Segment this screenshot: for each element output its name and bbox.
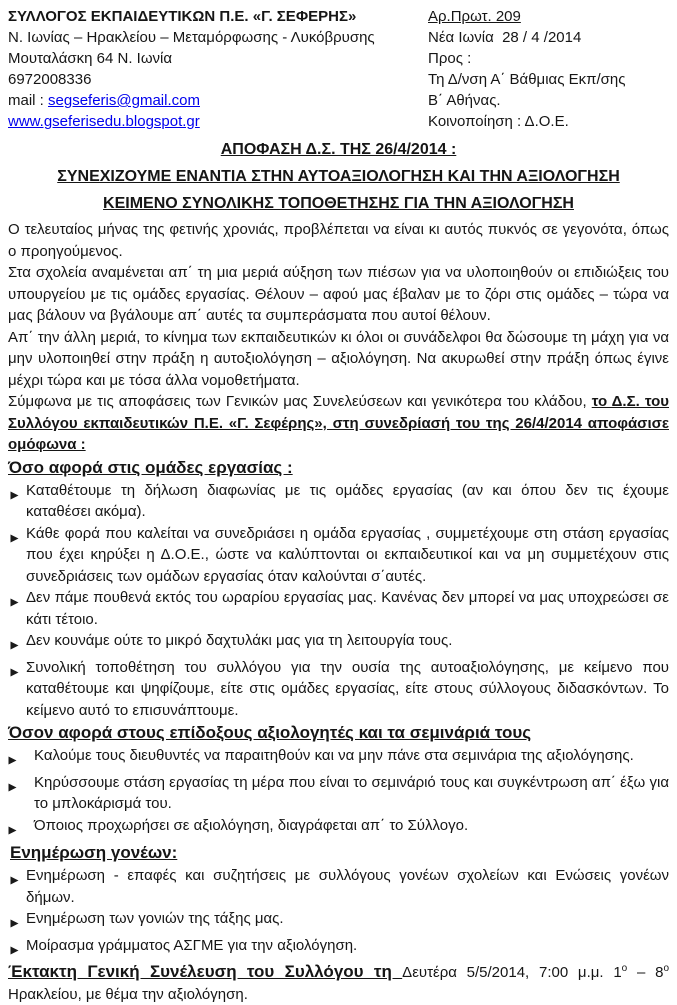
place-date: Νέα Ιωνία 28 / 4 /2014 [428,29,582,46]
assembly-bold-lead: Έκτακτη Γενική Συνέλευση του Συλλόγου τη [8,962,403,981]
assembly-ordinal-2: ο [663,963,669,974]
org-phone: 6972008336 [8,71,92,88]
org-districts: Ν. Ιωνίας – Ηρακλείου – Μεταμόρφωσης - Λυκόβρυσης [8,29,375,46]
list-item [8,815,669,842]
parents-info-list [8,865,669,961]
list-item-text: Συνολική τοποθέτηση του συλλόγου για την ουσία της αυτοαξιολόγησης, με κείμενο που καταθέτουμε και ψηφίζουμε, είτε στις ομάδες εργασίας, είτε στους σύλλογους διδασκόντων. Το κείμενο αυτό το επισυνάπτουμε. [26,658,669,719]
arrow-bullet-icon [8,480,26,523]
list-item [8,480,669,523]
list-item-text: Καλούμε τους διευθυντές να παραιτηθούν και να μην πάνε στα σεμινάρια της αξιολόγησης. [34,747,634,764]
list-item-text: Μοίρασμα γράμματος ΑΣΓΜΕ για την αξιολόγηση. [26,936,358,954]
list-item [8,630,669,657]
list-item [8,587,669,630]
arrow-bullet-icon [8,657,26,722]
org-address: Μουταλάσκη 64 Ν. Ιωνία [8,50,173,67]
list-item-text: Όποιος προχωρήσει σε αξιολόγηση, διαγράφεται απ΄ το Σύλλογο. [34,816,469,834]
section-heading-parents-info: Ενημέρωση γονέων: [10,843,178,862]
org-mail-line [8,90,428,111]
org-name: ΣΥΛΛΟΓΟΣ ΕΚΠΑΙΔΕΥΤΙΚΩΝ Π.Ε. «Γ. ΣΕΦΕΡΗΣ» [8,8,357,25]
website-link[interactable]: www.gseferisedu.blogspot.gr [8,113,200,130]
intro-paragraph-2: Στα σχολεία αναμένεται απ΄ τη μια μεριά αύξηση των πιέσων για να υλοποιηθούν οι επιδιώξεις του υπουργείου με τις ομάδες εργασίας. Θέλουν – αφού μας έβαλαν με το ζόρι στις ομάδες – τώρα να μας βάλουν να βγάλουμε απ΄ αυτές τα συμπεράσματα που αυτοί θέλουν. [8,264,669,324]
cc-line: Κοινοποίηση : Δ.Ο.Ε. [428,113,569,130]
protocol-number: Αρ.Πρωτ. 209 [428,8,521,25]
org-website-line [8,111,428,132]
title-line-1: ΑΠΟΦΑΣΗ Δ.Σ. ΤΗΣ 26/4/2014 : [220,141,457,158]
recipient-line-2: Β΄ Αθήνας. [428,92,501,109]
list-item [8,523,669,588]
evaluators-list [8,745,669,841]
arrow-bullet-icon [8,865,26,908]
list-item-text: Καταθέτουμε τη δήλωση διαφωνίας με τις ομάδες εργασίας (αν και όπου δεν τις έχουμε καταθέσει ακόμα). [26,481,669,520]
list-item-text: Ενημέρωση - επαφές και συζητήσεις με συλλόγους γονέων σχολείων και Ενώσεις γονέων δήμων. [26,867,669,906]
letterhead-meta [428,6,669,132]
list-item [8,908,669,935]
list-item-text: Δεν πάμε πουθενά εκτός του ωραρίου εργασίας μας. Κανένας δεν μπορεί να μας υποχρεώσει σε κάτι τέτοιο. [26,589,669,628]
arrow-bullet-icon [8,815,34,842]
arrow-bullet-icon [8,908,26,935]
arrow-bullet-icon [8,745,34,772]
arrow-bullet-icon [8,772,34,815]
title-line-2: ΣΥΝΕΧΙΖΟΥΜΕ ΕΝΑΝΤΙΑ ΣΤΗΝ ΑΥΤΟΑΞΙΟΛΟΓΗΣΗ ΚΑΙ ΤΗΝ ΑΞΙΟΛΟΓΗΣΗ [57,168,620,185]
list-item [8,745,669,772]
recipient-line-1: Τη Δ/νση Α΄ Βάθμιας Εκπ/σης [428,71,626,88]
letterhead-sender [8,6,428,132]
assembly-text-a: Δευτέρα 5/5/2014, 7:00 μ.μ. 1 [402,964,622,981]
list-item-text: Δεν κουνάμε ούτε το μικρό δαχτυλάκι μας για τη λειτουργία τους. [26,632,453,649]
section-heading-work-groups: Όσο αφορά στις ομάδες εργασίας : [8,457,293,477]
section-heading-evaluators: Όσον αφορά στους επίδοξους αξιολογητές και τα σεμινάριά τους [8,723,532,742]
title-line-3: ΚΕΙΜΕΝΟ ΣΥΝΟΛΙΚΗΣ ΤΟΠΟΘΕΤΗΣΗΣ ΓΙΑ ΤΗΝ ΑΞΙΟΛΟΓΗΣΗ [103,195,574,212]
list-item-text: Ενημέρωση των γονιών της τάξης μας. [26,910,284,927]
list-item [8,657,669,722]
intro-paragraph-3: Απ΄ την άλλη μεριά, το κίνημα των εκπαιδευτικών κι όλοι οι συνάδελφοι θα δώσουμε τη μάχη για να μην υλοποιηθεί στην πράξη η αυτοξιολόγηση – αξιολόγηση. Να ακυρωθεί στην πράξη όπως έγινε μέχρι τώρα και με τόσα άλλα νομοθετήματα. [8,328,669,389]
list-item-text: Κηρύσσουμε στάση εργασίας τη μέρα που είναι το σεμινάριό τους και συγκέντρωση απ΄ έξω για το μπλοκάρισμά του. [34,773,669,812]
intro-paragraph-4 [8,391,669,456]
arrow-bullet-icon [8,523,26,588]
document-body [8,219,669,1005]
decision-lead-text: Σύμφωνα με τις αποφάσεις των Γενικών μας Συνελεύσεων και γενικότερα του κλάδου, [8,393,592,410]
list-item [8,935,669,962]
list-item [8,865,669,908]
general-assembly-announcement [8,961,669,1005]
arrow-bullet-icon [8,630,26,657]
arrow-bullet-icon [8,587,26,630]
document-title [8,136,669,217]
assembly-text-b: – 8 [627,964,664,981]
decision-bold-text: το Δ.Σ. του Συλλόγου εκπαιδευτικών Π.Ε. «Γ. Σεφέρης», στη συνεδρίασή του της 26/4/2014 αποφάσισε ομόφωνα : [8,393,669,453]
assembly-ordinal-1: ο [621,963,628,974]
to-label: Προς : [428,50,472,67]
arrow-bullet-icon [8,935,26,962]
work-groups-list [8,480,669,722]
mail-label: mail : [8,92,49,109]
assembly-text-c: Ηρακλείου, με θέμα την αξιολόγηση. [8,985,248,1003]
list-item [8,772,669,815]
list-item-text: Κάθε φορά που καλείται να συνεδριάσει η ομάδα εργασίας , συμμετέχουμε στη στάση εργασίας που έχει κηρύξει η Δ.Ο.Ε., ώστε να καλύπτονται οι εκπαιδευτικοί και να μη συμμετέχουν στις συνεδριάσεις των ομάδων εργασίας όταν καλούνται σ΄αυτές. [26,524,669,585]
email-link[interactable]: segseferis@gmail.com [48,92,200,109]
intro-paragraph-1: Ο τελευταίος μήνας της φετινής χρονιάς, προβλέπεται να είναι κι αυτός πυκνός σε γεγονότα, όπως ο προηγούμενος. [8,221,669,260]
letterhead [8,6,669,132]
